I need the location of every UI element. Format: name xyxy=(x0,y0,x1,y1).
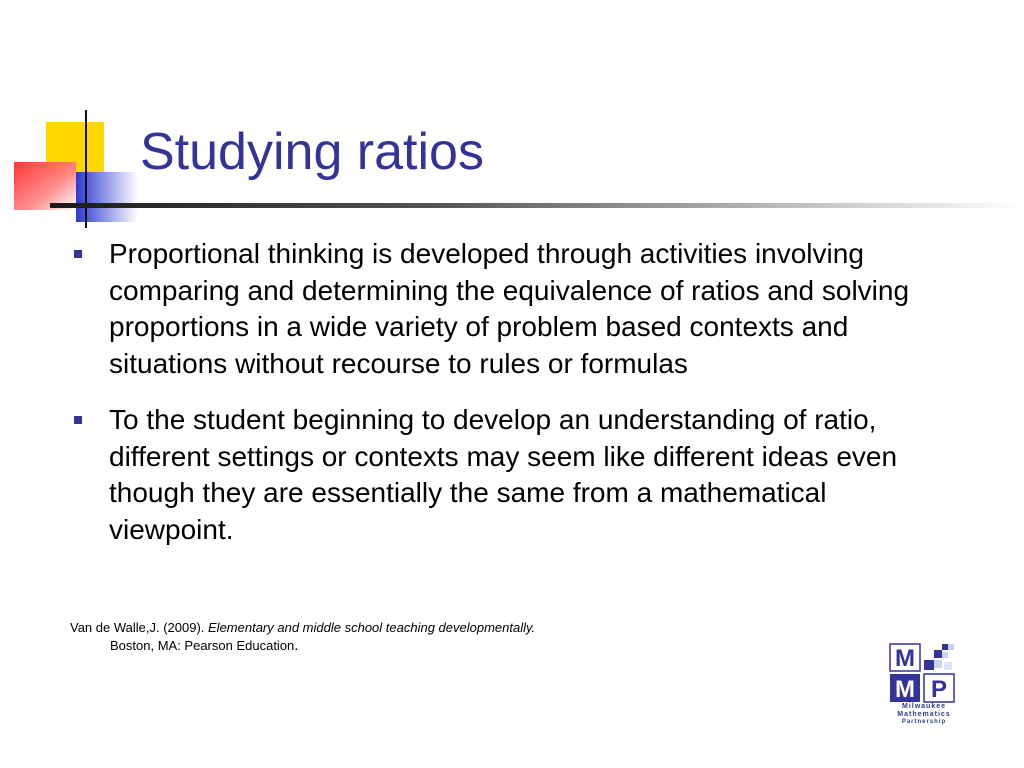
bullet-item xyxy=(72,402,942,548)
logo-text-line1: Milwaukee xyxy=(901,703,946,710)
logo-text-line2: Mathematics xyxy=(897,711,951,718)
title-underline-divider xyxy=(50,203,1024,208)
bullet-item xyxy=(72,236,942,382)
decorative-squares-graphic xyxy=(0,100,160,230)
reference-publisher: Boston, MA: Pearson Education xyxy=(110,638,295,653)
reference-authors: Van de Walle,J. (2009). xyxy=(70,620,209,635)
reference-book-title: Elementary and middle school teaching developmentally. xyxy=(208,620,536,635)
reference-citation: Van de Walle,J. (2009). Elementary and middle school teaching developmentally. Boston, MA: Pearson Education. xyxy=(70,620,536,654)
logo-letter: M xyxy=(895,676,915,703)
slide-title: Studying ratios xyxy=(140,123,484,181)
square-bullet-icon xyxy=(74,416,82,424)
logo-text-line3: Partnership xyxy=(901,719,947,725)
bullet-text: Proportional thinking is developed through activities involving comparing and determining the equivalence of ratios and solving proportions in a wide variety of problem based contexts and situations without recourse to rules or formulas xyxy=(109,238,910,379)
bullet-text: To the student beginning to develop an understanding of ratio, different settings or contexts may seem like different ideas even though they are essentially the same from a mathematical viewpoint. xyxy=(109,404,898,545)
logo-checker-icon xyxy=(924,644,954,670)
logo-letter: P xyxy=(930,676,948,703)
logo-letter: M xyxy=(895,645,915,672)
bullet-list xyxy=(72,236,942,568)
square-bullet-icon xyxy=(74,250,82,258)
